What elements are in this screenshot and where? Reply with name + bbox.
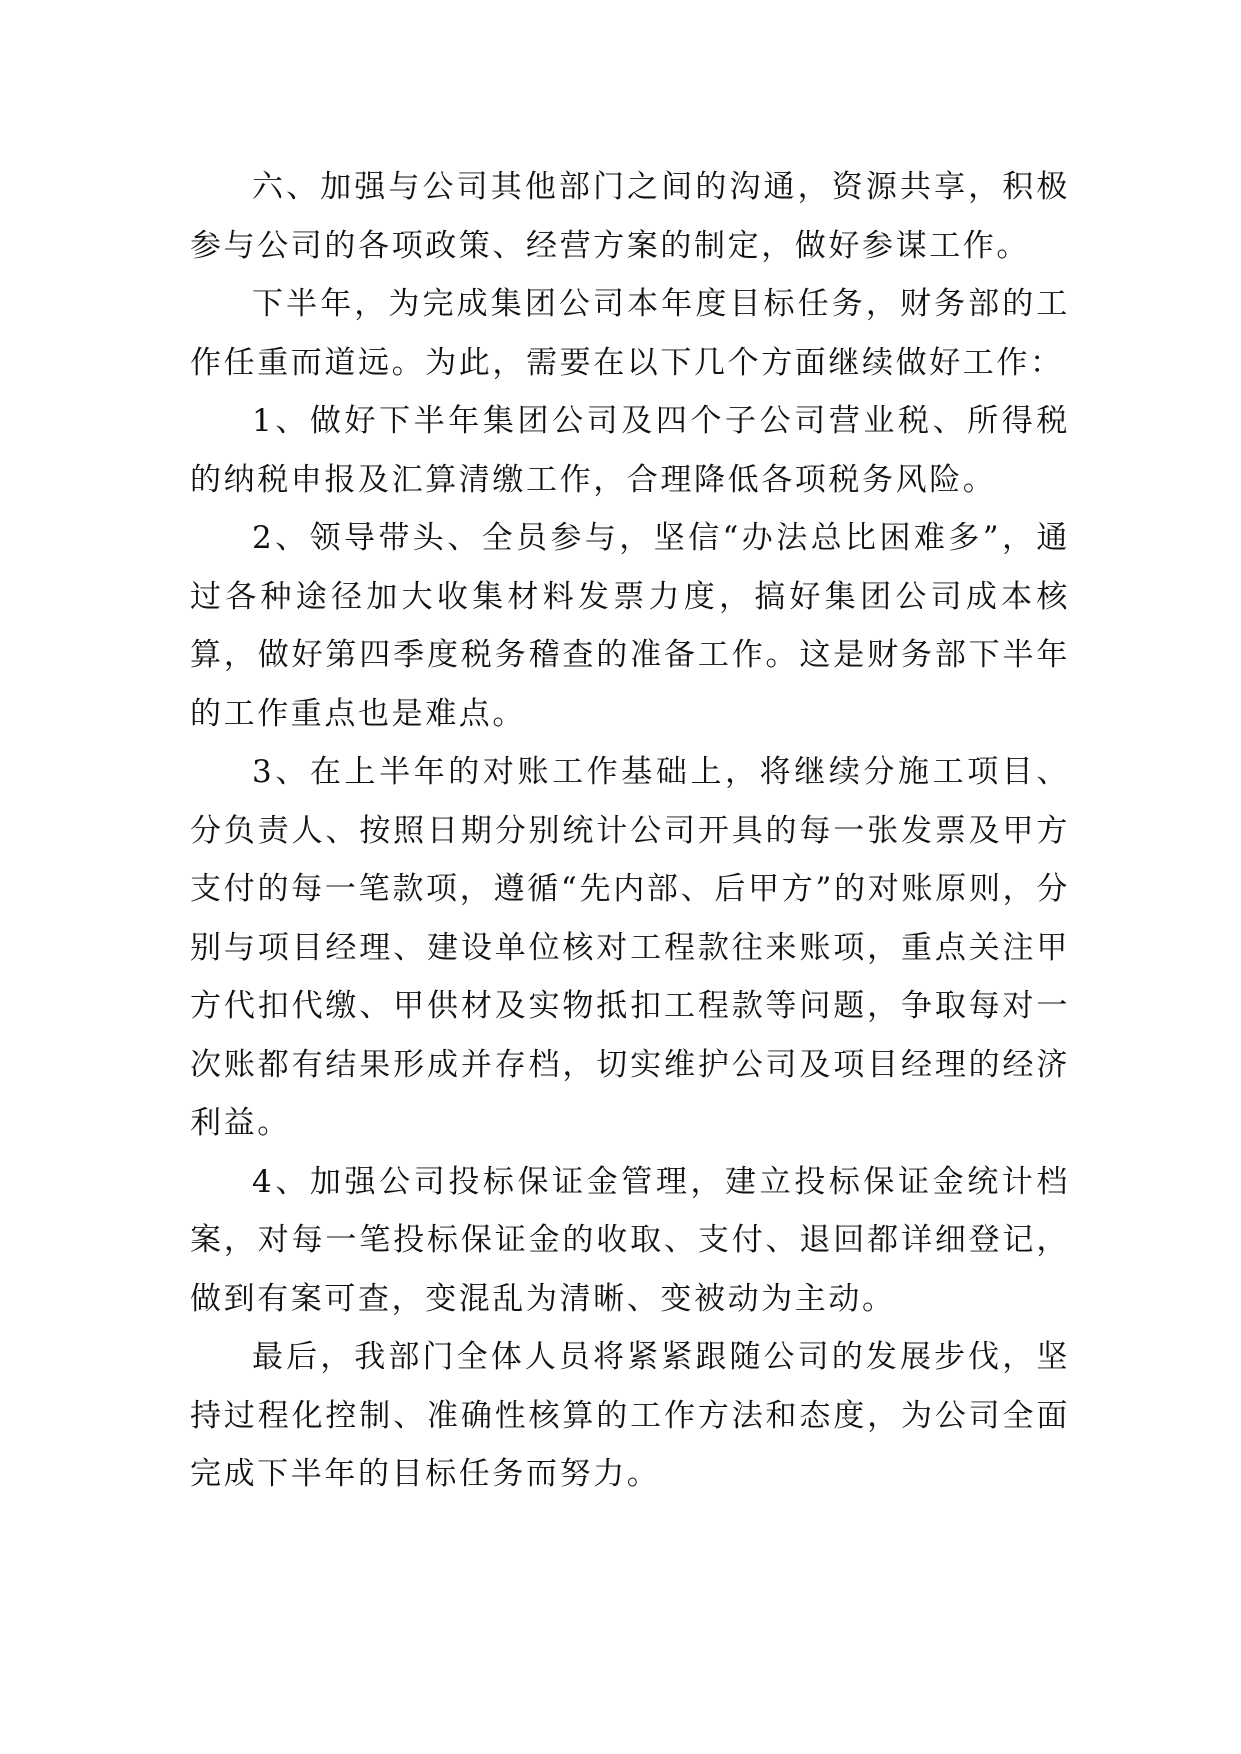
document-body [190, 158, 1070, 1504]
paragraph-conclusion: 最后，我部门全体人员将紧紧跟随公司的发展步伐，坚持过程化控制、准确性核算的工作方法和态度，为公司全面完成下半年的目标任务而努力。 [190, 1339, 1070, 1492]
paragraph-item-six: 六、加强与公司其他部门之间的沟通，资源共享，积极参与公司的各项政策、经营方案的制定，做好参谋工作。 [190, 169, 1070, 264]
paragraph-item-4: 4、加强公司投标保证金管理，建立投标保证金统计档案，对每一笔投标保证金的收取、支付、退回都详细登记，做到有案可查，变混乱为清晰、变被动为主动。 [190, 1163, 1070, 1317]
paragraph-item-2: 2、领导带头、全员参与，坚信“办法总比困难多”，通过各种途径加大收集材料发票力度，搞好集团公司成本核算，做好第四季度税务稽查的准备工作。这是财务部下半年的工作重点也是难点。 [190, 520, 1070, 732]
paragraph-second-half-intro: 下半年，为完成集团公司本年度目标任务，财务部的工作任重而道远。为此，需要在以下几个方面继续做好工作： [190, 286, 1070, 381]
paragraph-item-3: 3、在上半年的对账工作基础上，将继续分施工项目、分负责人、按照日期分别统计公司开具的每一张发票及甲方支付的每一笔款项，遵循“先内部、后甲方”的对账原则，分别与项目经理、建设单位核对工程款往来账项，重点关注甲方代扣代缴、甲供材及实物抵扣工程款等问题，争取每对一次账都有结果形成并存档，切实维护公司及项目经理的经济利益。 [190, 754, 1070, 1141]
paragraph-item-1: 1、做好下半年集团公司及四个子公司营业税、所得税的纳税申报及汇算清缴工作，合理降低各项税务风险。 [190, 403, 1070, 498]
